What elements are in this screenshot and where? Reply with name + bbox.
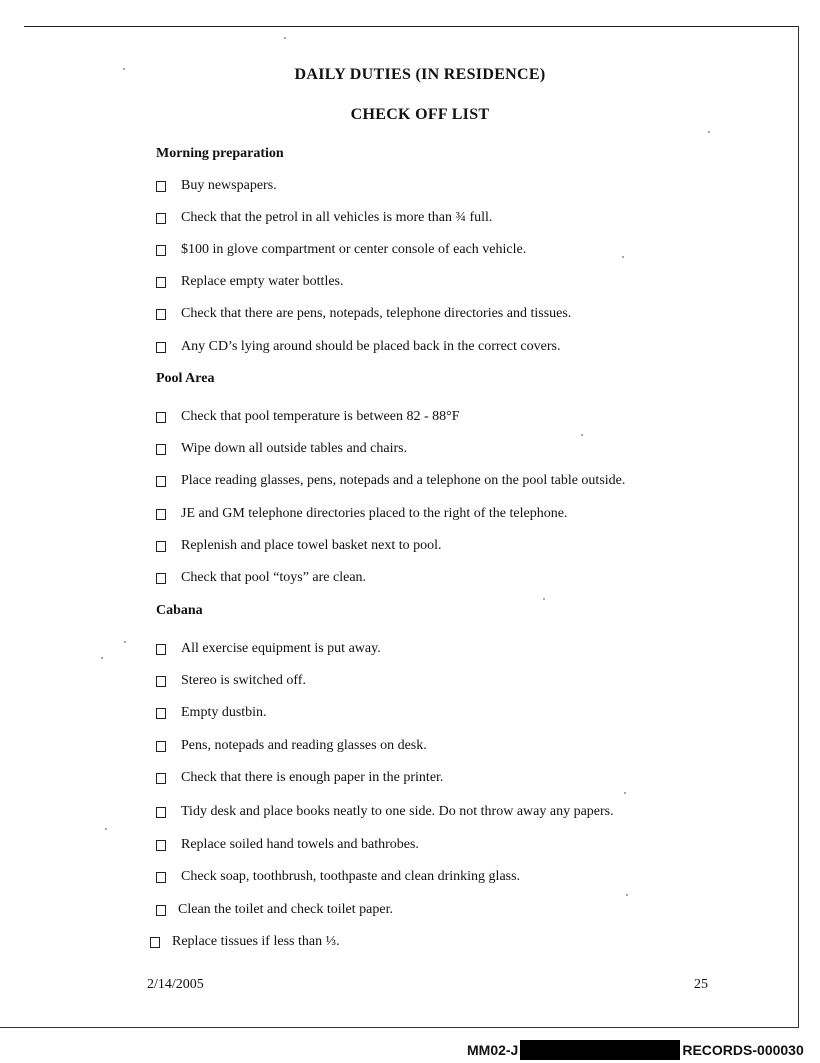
checklist-item-text: Buy newspapers. (181, 178, 277, 193)
checklist-item (150, 934, 340, 950)
section-heading-cabana: Cabana (156, 603, 203, 618)
checkbox-icon[interactable] (156, 277, 166, 288)
scan-speck (123, 68, 125, 70)
checklist-item (156, 705, 267, 721)
bates-stamp (467, 1040, 804, 1060)
checklist-item (156, 210, 492, 226)
checkbox-icon[interactable] (156, 342, 166, 353)
checklist-item (156, 178, 277, 194)
scan-speck (708, 131, 710, 133)
checklist-item-text: Check that pool “toys” are clean. (181, 570, 367, 585)
checklist-item-text: Check that pool temperature is between 82 - 88°F (181, 409, 460, 424)
checklist-item (156, 804, 614, 820)
bates-suffix: RECORDS-000030 (682, 1042, 804, 1058)
scan-speck (543, 598, 545, 600)
checkbox-icon[interactable] (156, 676, 166, 687)
checklist-item (156, 770, 443, 786)
checklist-item (156, 441, 407, 457)
footer-date: 2/14/2005 (147, 977, 204, 992)
checkbox-icon[interactable] (156, 872, 166, 883)
checklist-item-text: JE and GM telephone directories placed to the right of the telephone. (181, 506, 568, 521)
checklist-item-text: Place reading glasses, pens, notepads and a telephone on the pool table outside. (181, 473, 626, 488)
checklist-item (156, 837, 419, 853)
checklist-item-text: All exercise equipment is put away. (181, 641, 381, 656)
checkbox-icon[interactable] (156, 644, 166, 655)
redaction-block (520, 1040, 680, 1060)
checkbox-icon[interactable] (156, 213, 166, 224)
checklist-item (156, 473, 625, 489)
checklist-item-text: Clean the toilet and check toilet paper. (178, 902, 393, 917)
checklist-item-text: Replace empty water bottles. (181, 274, 344, 289)
checklist-item-text: Pens, notepads and reading glasses on desk. (181, 738, 427, 753)
scan-speck (624, 792, 626, 794)
checkbox-icon[interactable] (156, 573, 166, 584)
checklist-item-text: $100 in glove compartment or center console of each vehicle. (181, 242, 527, 257)
checklist-item (156, 673, 306, 689)
scan-speck (101, 657, 103, 659)
checklist-item-text: Check that there are pens, notepads, telephone directories and tissues. (181, 306, 572, 321)
checkbox-icon[interactable] (156, 541, 166, 552)
checklist-item (156, 506, 567, 522)
scan-speck (105, 828, 107, 830)
checklist-item-text: Any CD’s lying around should be placed back in the correct covers. (181, 339, 561, 354)
page-number: 25 (694, 977, 708, 992)
checklist-item (156, 242, 526, 258)
checklist-item-text: Check soap, toothbrush, toothpaste and clean drinking glass. (181, 869, 521, 884)
bottom-border-line (0, 1027, 799, 1028)
document-subtitle: CHECK OFF LIST (350, 106, 490, 123)
scan-speck (124, 641, 126, 643)
checkbox-icon[interactable] (156, 509, 166, 520)
section-heading-morning: Morning preparation (156, 146, 284, 161)
document-title: DAILY DUTIES (IN RESIDENCE) (294, 66, 546, 83)
checklist-item (156, 538, 442, 554)
bates-prefix: MM02-J (467, 1042, 519, 1058)
checkbox-icon[interactable] (156, 840, 166, 851)
checkbox-icon[interactable] (156, 905, 166, 916)
checkbox-icon[interactable] (156, 309, 166, 320)
right-border-line (798, 26, 799, 1028)
checklist-item (156, 738, 427, 754)
section-heading-pool: Pool Area (156, 371, 215, 386)
checklist-item (156, 570, 366, 586)
checkbox-icon[interactable] (156, 741, 166, 752)
checklist-item-text: Stereo is switched off. (181, 673, 306, 688)
top-border-line (24, 26, 799, 27)
checklist-item-text: Check that the petrol in all vehicles is more than ¾ full. (181, 210, 493, 225)
checklist-item-text: Replenish and place towel basket next to pool. (181, 538, 442, 553)
checkbox-icon[interactable] (156, 476, 166, 487)
checklist-item (156, 306, 571, 322)
checkbox-icon[interactable] (156, 807, 166, 818)
checklist-item-text: Wipe down all outside tables and chairs. (181, 441, 408, 456)
checklist-item (156, 902, 393, 918)
scan-speck (284, 37, 286, 39)
checklist-item (156, 409, 460, 425)
scan-speck (626, 894, 628, 896)
checklist-item-text: Empty dustbin. (181, 705, 267, 720)
checklist-item-text: Tidy desk and place books neatly to one side. Do not throw away any papers. (181, 804, 614, 819)
checklist-item (156, 869, 520, 885)
scan-speck (581, 434, 583, 436)
checkbox-icon[interactable] (156, 708, 166, 719)
checklist-item-text: Replace tissues if less than ⅓. (172, 934, 340, 949)
checkbox-icon[interactable] (156, 444, 166, 455)
checklist-item-text: Check that there is enough paper in the printer. (181, 770, 444, 785)
checklist-item-text: Replace soiled hand towels and bathrobes. (181, 837, 419, 852)
checkbox-icon[interactable] (156, 181, 166, 192)
checklist-item (156, 339, 560, 355)
checkbox-icon[interactable] (150, 937, 160, 948)
checkbox-icon[interactable] (156, 245, 166, 256)
checklist-item (156, 641, 381, 657)
scan-speck (622, 256, 624, 258)
checklist-item (156, 274, 344, 290)
checkbox-icon[interactable] (156, 773, 166, 784)
checkbox-icon[interactable] (156, 412, 166, 423)
